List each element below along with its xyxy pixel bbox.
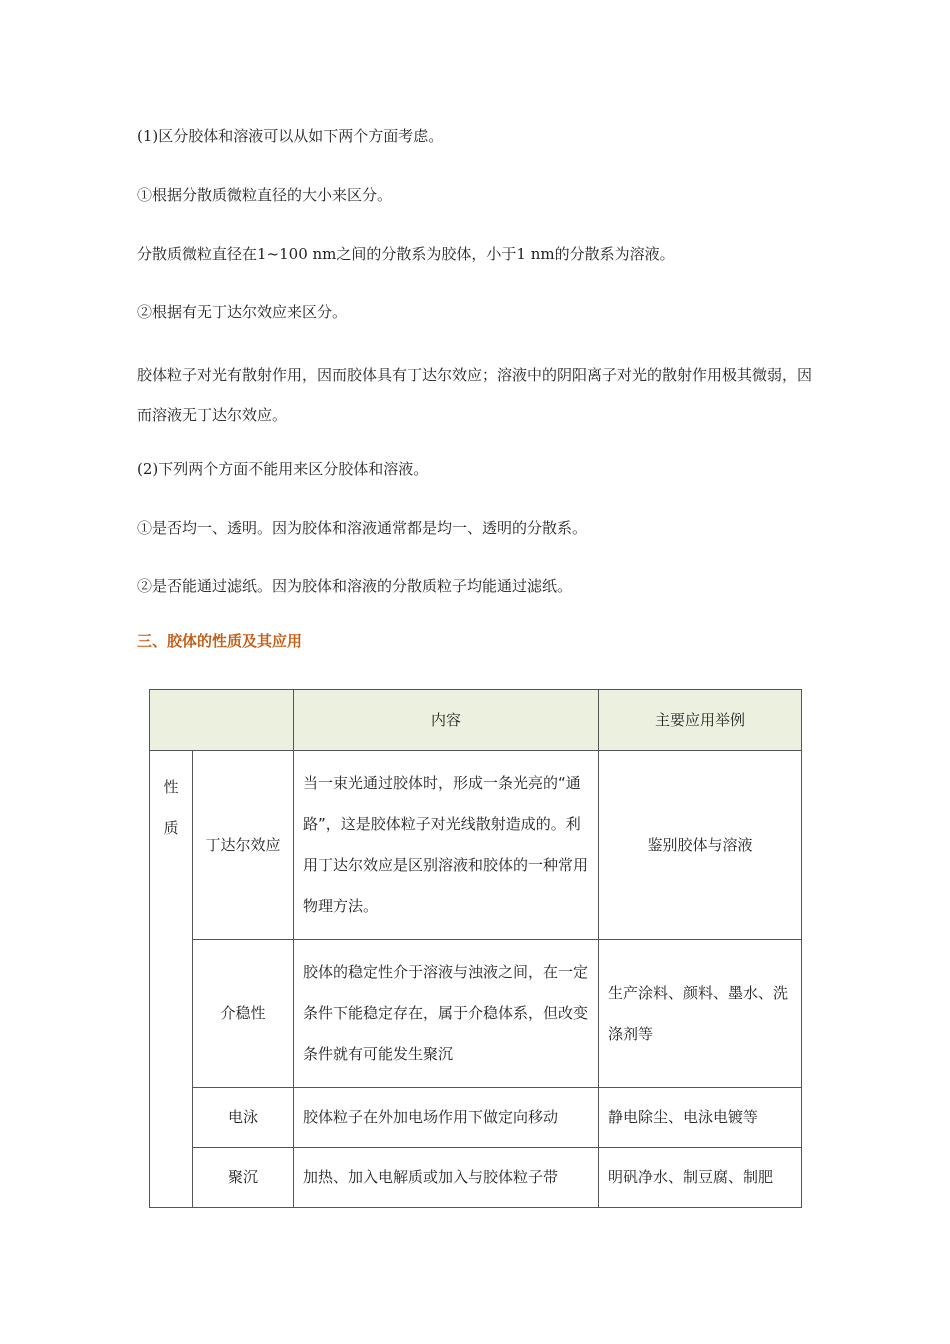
paragraph-8: ②是否能通过滤纸。因为胶体和溶液的分散质粒子均能通过滤纸。	[137, 577, 573, 595]
group-label-cell: 性质	[150, 751, 193, 1208]
application-cell: 静电除尘、电泳电镀等	[599, 1088, 802, 1148]
content-cell: 胶体的稳定性介于溶液与浊液之间，在一定条件下能稳定存在，属于介稳体系，但改变条件就有可能发生聚沉	[294, 940, 599, 1088]
paragraph-7: ①是否均一、透明。因为胶体和溶液通常都是均一、透明的分散系。	[137, 519, 588, 537]
paragraph-2: ①根据分散质微粒直径的大小来区分。	[137, 186, 393, 204]
table-row	[150, 1148, 802, 1208]
property-cell: 聚沉	[193, 1148, 294, 1208]
content-cell: 当一束光通过胶体时，形成一条光亮的“通路”，这是胶体粒子对光线散射造成的。利用丁达尔效应是区别溶液和胶体的一种常用物理方法。	[294, 751, 599, 940]
content-cell: 加热、加入电解质或加入与胶体粒子带	[294, 1148, 599, 1208]
header-content: 内容	[294, 690, 599, 751]
paragraph-1: (1)区分胶体和溶液可以从如下两个方面考虑。	[137, 127, 444, 145]
section-heading: 三、胶体的性质及其应用	[137, 632, 303, 650]
table-row	[150, 940, 802, 1088]
paragraph-6: (2)下列两个方面不能用来区分胶体和溶液。	[137, 460, 429, 478]
properties-table	[149, 689, 802, 1208]
header-application: 主要应用举例	[599, 690, 802, 751]
table-row	[150, 1088, 802, 1148]
content-cell: 胶体粒子在外加电场作用下做定向移动	[294, 1088, 599, 1148]
paragraph-5: 胶体粒子对光有散射作用，因而胶体具有丁达尔效应；溶液中的阴阳离子对光的散射作用极其微弱，因而溶液无丁达尔效应。	[137, 366, 813, 424]
application-cell: 明矾净水、制豆腐、制肥	[599, 1148, 802, 1208]
application-cell: 鉴别胶体与溶液	[599, 751, 802, 940]
table-header-row	[150, 690, 802, 751]
table-row	[150, 751, 802, 940]
paragraph-4: ②根据有无丁达尔效应来区分。	[137, 303, 348, 321]
header-blank-cell	[150, 690, 294, 751]
property-cell: 丁达尔效应	[193, 751, 294, 940]
property-cell: 电泳	[193, 1088, 294, 1148]
property-cell: 介稳性	[193, 940, 294, 1088]
application-cell: 生产涂料、颜料、墨水、洗涤剂等	[599, 940, 802, 1088]
paragraph-3: 分散质微粒直径在1~100 nm之间的分散系为胶体，小于1 nm的分散系为溶液。	[137, 245, 675, 263]
